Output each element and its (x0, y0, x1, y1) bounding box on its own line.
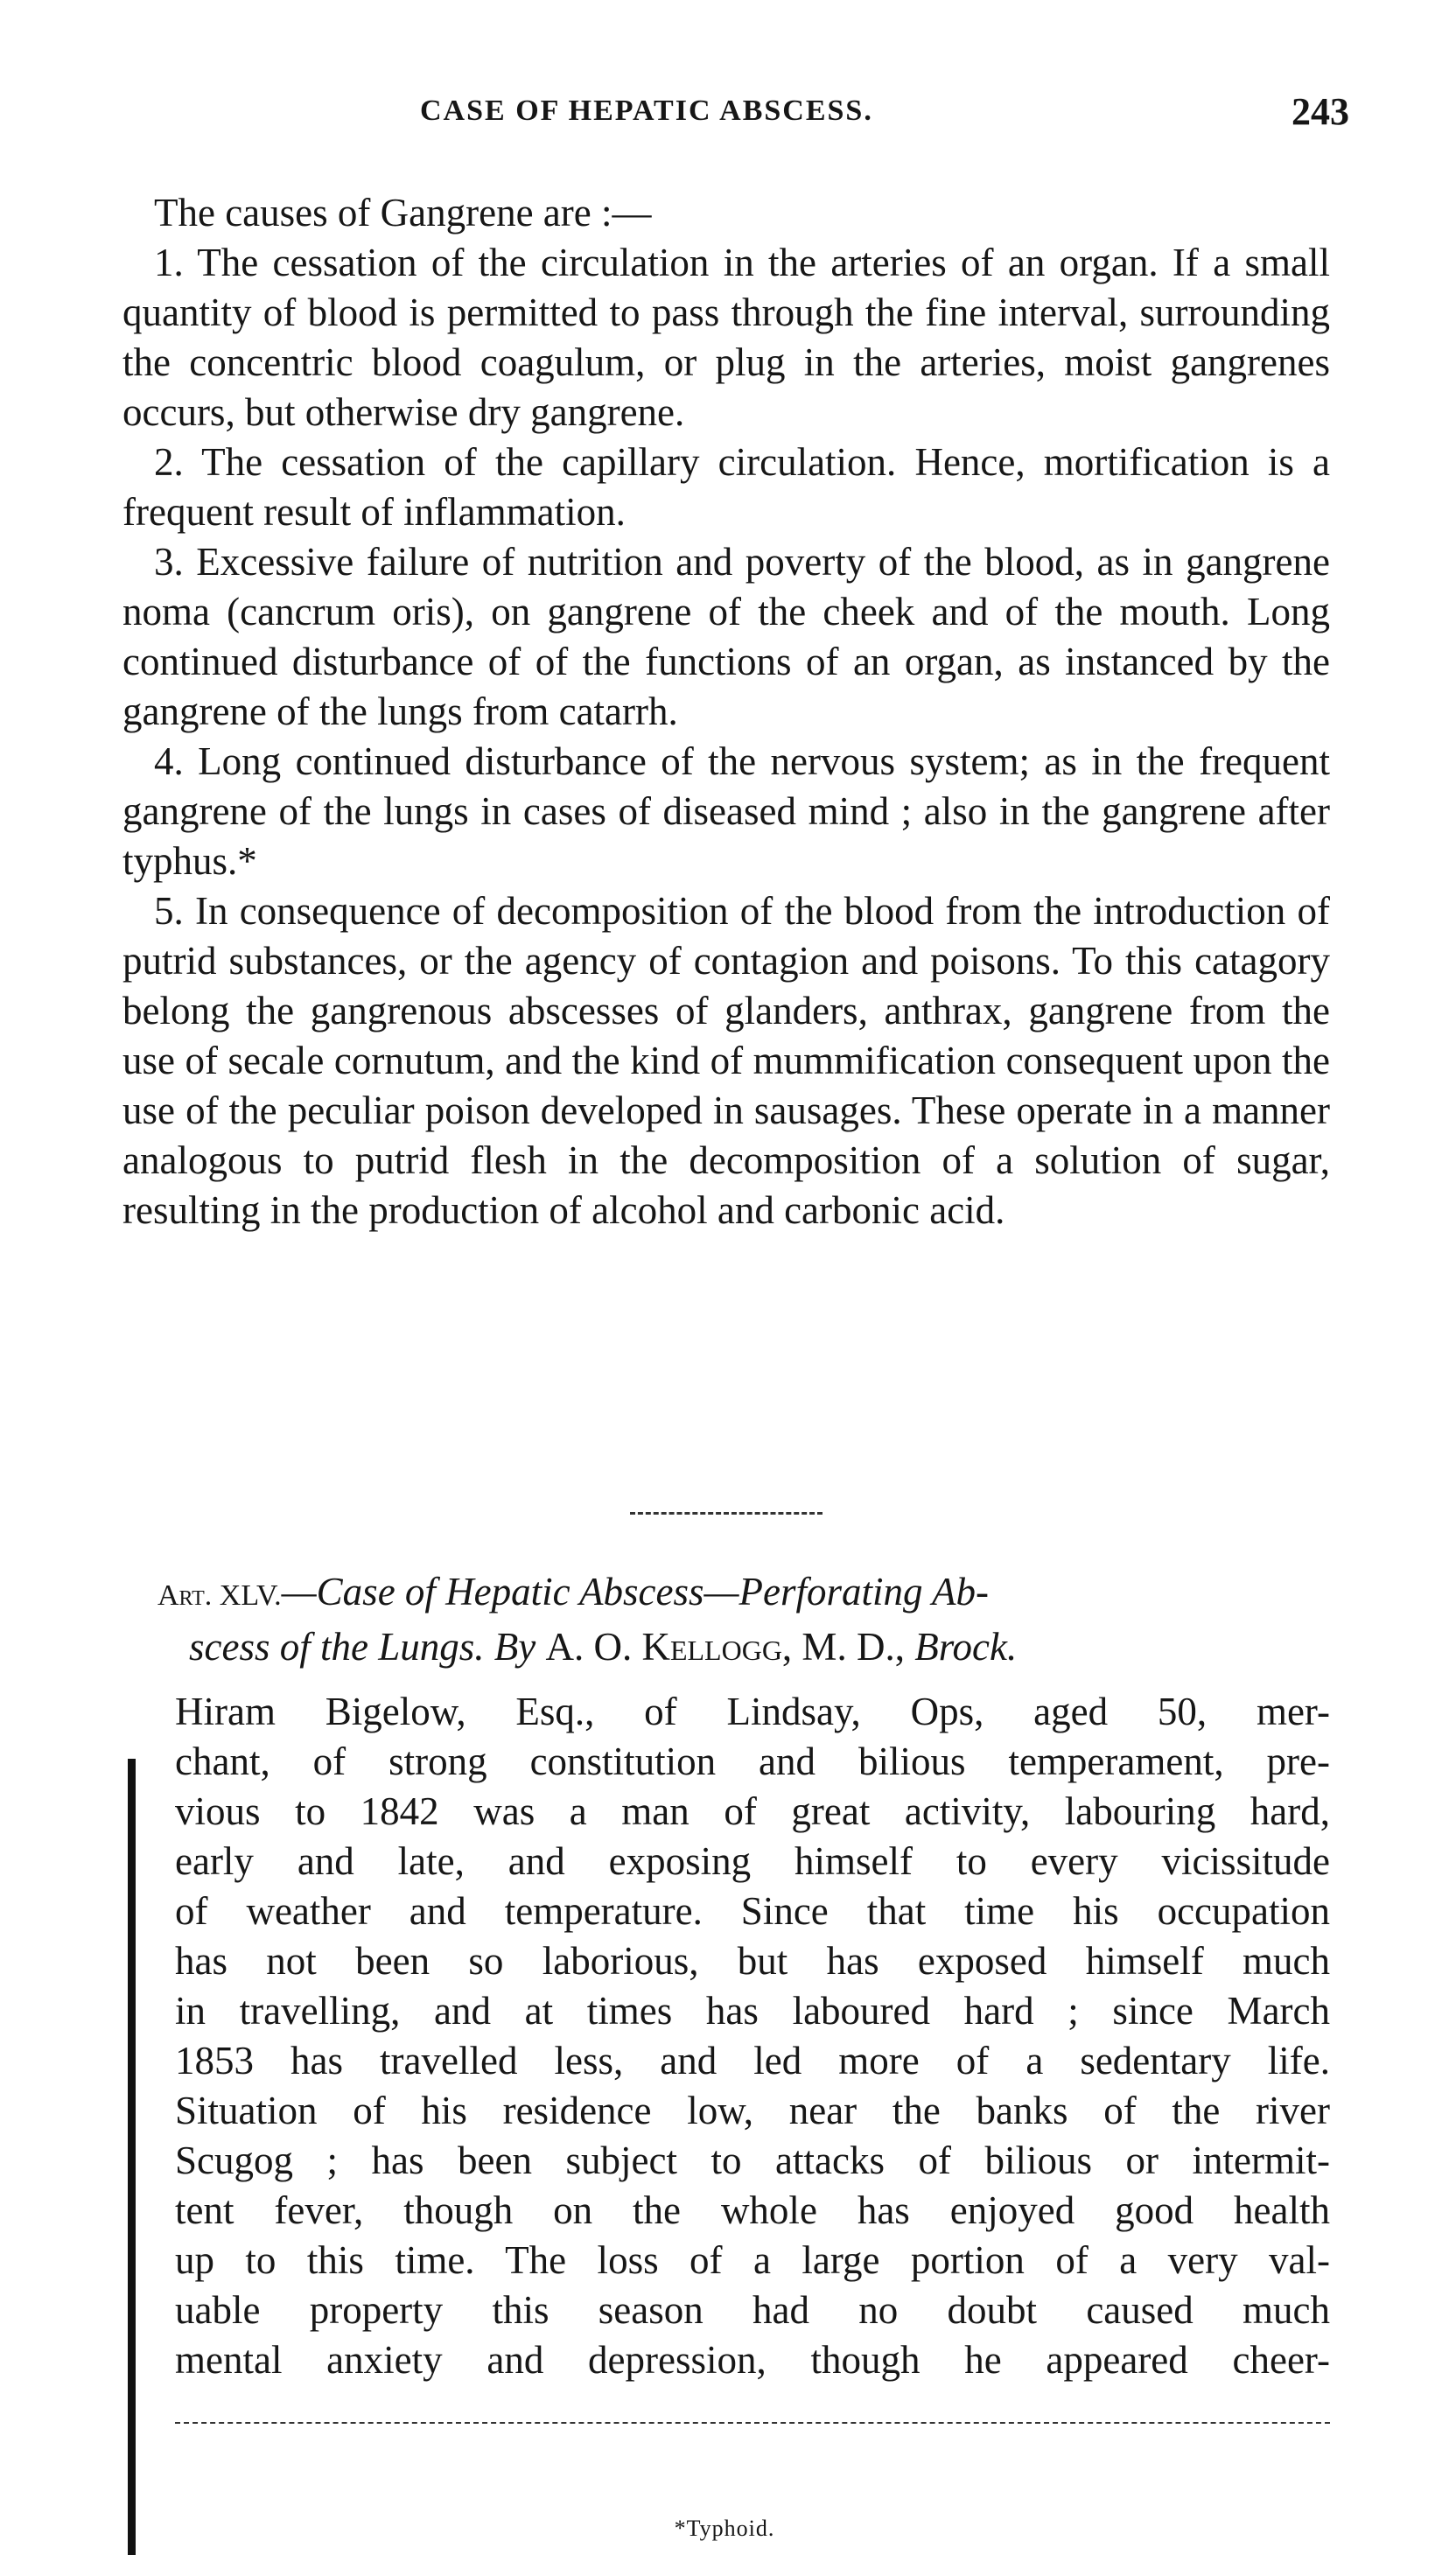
case-line-13: uable property this season had no doubt caused much (175, 2288, 1330, 2332)
article-place: Brock. (914, 1625, 1018, 1669)
case-line-4: early and late, and exposing himself to every vicissitude (175, 1839, 1330, 1883)
page-number: 243 (1292, 90, 1349, 133)
cause-paragraph-2: 2. The cessation of the capillary circulation. Hence, mortification is a frequent result of inflammation. (122, 440, 1330, 534)
cause-paragraph-4: 4. Long continued disturbance of the nervous system; as in the frequent gangrene of the lungs in cases of diseased mind ; also in the gangrene after typhus.* (122, 739, 1330, 883)
article-author: A. O. Kellogg, M. D., (545, 1625, 905, 1669)
article-heading (158, 1566, 1330, 1672)
case-line-2: chant, of strong constitution and bilious temperament, pre- (175, 1740, 1330, 1783)
case-line-3: vious to 1842 was a man of great activity, labouring hard, (175, 1789, 1330, 1833)
case-line-5: of weather and temperature. Since that time his occupation (175, 1889, 1330, 1933)
causes-intro: The causes of Gangrene are :— (154, 191, 652, 234)
case-line-7: in travelling, and at times has laboured hard ; since March (175, 1989, 1330, 2033)
case-line-6: has not been so laborious, but has exposed himself much (175, 1939, 1330, 1983)
cause-paragraph-3: 3. Excessive failure of nutrition and poverty of the blood, as in gangrene noma (cancrum oris), on gangrene of the cheek and of the mouth. Long continued disturbance of of the functions of an organ, as instanced by the gangrene of the lungs from catarrh. (122, 540, 1330, 733)
case-line-10: Scugog ; has been subject to attacks of bilious or intermit- (175, 2138, 1330, 2182)
cause-paragraph-1: 1. The cessation of the circulation in the arteries of an organ. If a small quantity of blood is permitted to pass through the fine interval, surrounding the concentric blood coagulum, or plug in the arteries, moist gangrenes occurs, but otherwise dry gangrene. (122, 241, 1330, 434)
running-head: CASE OF HEPATIC ABSCESS. (420, 94, 873, 127)
section-divider (630, 1512, 822, 1515)
binding-shadow (128, 1759, 136, 2555)
case-line-8: 1853 has travelled less, and led more of a sedentary life. (175, 2039, 1330, 2082)
footnote: *Typhoid. (674, 2516, 775, 2541)
article-by: By (494, 1625, 536, 1669)
case-line-9: Situation of his residence low, near the banks of the river (175, 2089, 1330, 2132)
cause-paragraph-5: 5. In consequence of decomposition of the blood from the introduction of putrid substances, or the agency of contagion and poisons. To this catagory belong the gangrenous abscesses of glanders, anthrax, gangrene from the use of secale cornutum, and the kind of mummification consequent upon the use of the peculiar poison developed in sausages. These operate in a manner analogous to putrid flesh in the decomposition of a solution of sugar, resulting in the production of alcohol and carbonic acid. (122, 889, 1330, 1232)
case-line-11: tent fever, though on the whole has enjoyed good health (175, 2188, 1330, 2232)
article-title-line-2: scess of the Lungs. (189, 1625, 485, 1669)
article-title-line-1: —Case of Hepatic Abscess—Perforating Ab- (281, 1570, 989, 1614)
case-line-1: Hiram Bigelow, Esq., of Lindsay, Ops, aged 50, mer- (175, 1690, 1330, 1733)
article-number: Art. XLV. (158, 1579, 282, 1612)
case-line-12: up to this time. The loss of a large portion of a very val- (175, 2238, 1330, 2282)
gangrene-causes-section (122, 188, 1330, 1236)
footnote-rule (175, 2422, 1330, 2424)
case-line-14: mental anxiety and depression, though he appeared cheer- (175, 2338, 1330, 2382)
case-report-section (175, 1687, 1330, 2385)
